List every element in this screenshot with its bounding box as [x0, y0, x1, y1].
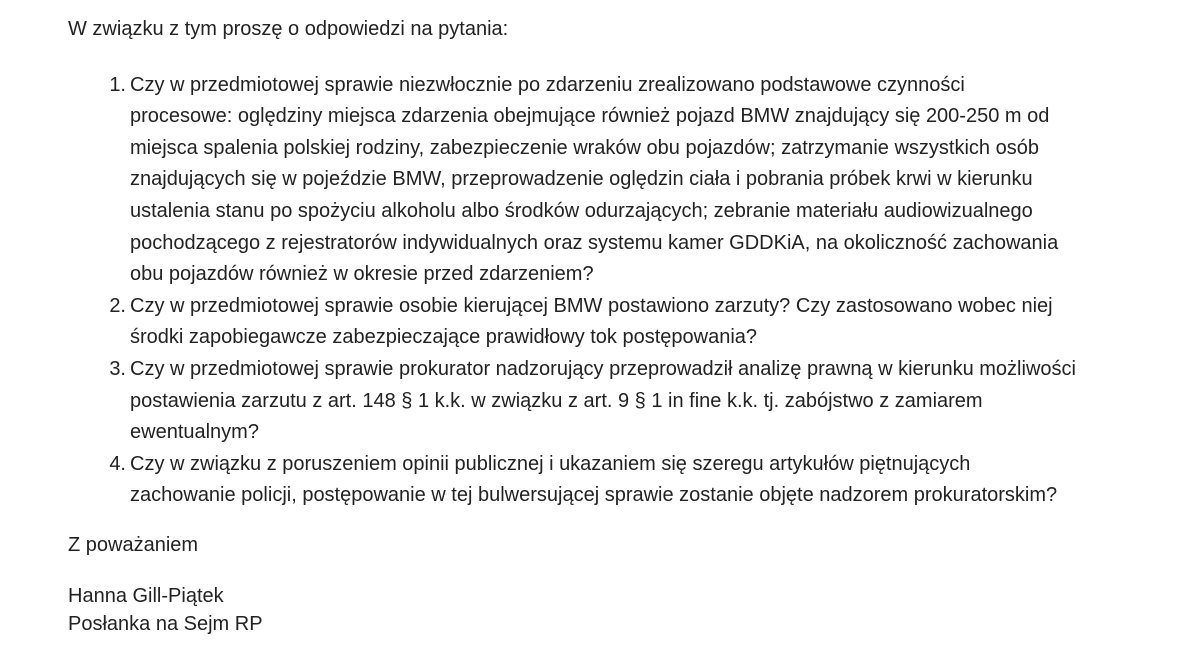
question-line: ewentualnym? [130, 421, 259, 444]
questions-list [68, 70, 1200, 512]
question-line: Czy w przedmiotowej sprawie osobie kierującej BMW postawiono zarzuty? Czy zastosowano wobec niej [130, 294, 1053, 317]
question-line: Czy w przedmiotowej sprawie niezwłocznie po zdarzeniu zrealizowano podstawowe czynności [130, 73, 965, 96]
question-line: środki zapobiegawcze zabezpieczające prawidłowy tok postępowania? [130, 326, 758, 349]
question-line: postawienia zarzutu z art. 148 § 1 k.k. w związku z art. 9 § 1 in fine k.k. tj. zabójstwo z zamiarem [130, 389, 983, 412]
question-line: miejsca spalenia polskiej rodziny, zabezpieczenie wraków obu pojazdów; zatrzymanie wszystkich osób [130, 136, 1039, 159]
question-line: procesowe: oględziny miejsca zdarzenia obejmujące również pojazd BMW znajdujący się 200-250 m od [130, 105, 1050, 128]
question-number: 4. [109, 452, 126, 475]
intro-text: W związku z tym proszę o odpowiedzi na pytania: [68, 18, 509, 40]
question-line: Czy w przedmiotowej sprawie prokurator nadzorujący przeprowadził analizę prawną w kierunku możliwości [130, 357, 1076, 380]
closing-text: Z poważaniem [68, 533, 199, 556]
question-item [109, 354, 1200, 449]
question-number: 3. [109, 357, 126, 380]
question-line: znajdujących się w pojeździe BMW, przeprowadzenie oględzin ciała i pobrania próbek krwi w kierunku [130, 168, 1033, 191]
question-line: Czy w związku z poruszeniem opinii publicznej i ukazaniem się szeregu artykułów piętnujących [130, 452, 971, 475]
question-line: zachowanie policji, postępowanie w tej bulwersującej sprawie zostanie objęte nadzorem prokuratorskim? [130, 484, 1058, 507]
question-item [109, 291, 1200, 354]
signature-name: Hanna Gill-Piątek [68, 584, 224, 607]
signature-block [68, 582, 1200, 638]
question-line: pochodzącego z rejestratorów indywidualnych oraz systemu kamer GDDKiA, na okoliczność zachowania [130, 231, 1059, 254]
question-number: 2. [109, 294, 126, 317]
question-item [109, 449, 1200, 512]
question-number: 1. [109, 73, 126, 96]
signature-title: Posłanka na Sejm RP [68, 612, 263, 635]
question-line: ustalenia stanu po spożyciu alkoholu albo środków odurzających; zebranie materiału audiowizualnego [130, 199, 1033, 222]
question-line: obu pojazdów również w okresie przed zdarzeniem? [130, 263, 594, 286]
question-item [109, 70, 1200, 291]
